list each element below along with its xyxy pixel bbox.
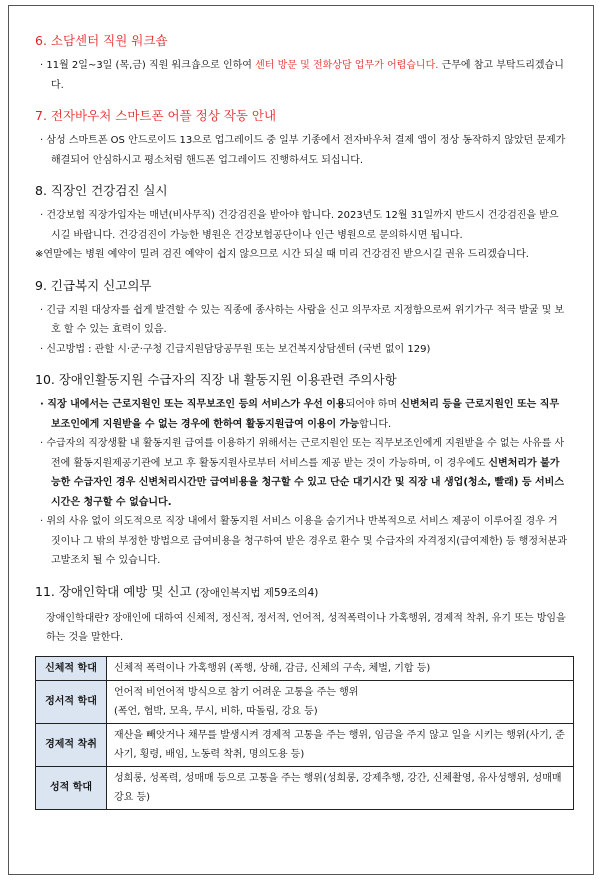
activity-support-rule-1: · 직장 내에서는 근로지원인 또는 직무보조인 등의 서비스가 우선 이용되어야 하며 신변처리 등을 근로지원인 또는 직무보조인에게 지원받을 수 없는 경우에 한하여 활동지원급여 이용이 가능합니다. — [40, 399, 560, 430]
section-title-voucher-app: 7. 전자바우처 스마트폰 어플 정상 작동 안내 — [35, 108, 277, 123]
newsletter-page — [8, 5, 594, 875]
table-row — [36, 766, 574, 809]
section-title-emergency-welfare: 9. 긴급복지 신고의무 — [35, 277, 152, 293]
section-abuse-prevention — [35, 583, 567, 810]
health-check-notice: · 건강보험 직장가입자는 매년(비사무직) 건강검진을 받아야 합니다. 2023년도 12월 31일까지 반드시 건강검진을 받으시길 바랍니다. 건강검진이 가능한 병원은 건강보험공단이나 인근 병원으로 문의하시면 됩니다. — [40, 210, 559, 241]
workshop-notice: · 11월 2일~3일 (목,금) 직원 워크숍으로 인하여 센터 방문 및 전화상담 업무가 어렵습니다. 근무에 참고 부탁드리겠습니다. — [40, 60, 564, 91]
section-emergency-welfare — [35, 277, 567, 360]
abuse-type-desc: 재산을 빼앗거나 채무를 발생시켜 경제적 고통을 주는 행위, 임금을 주지 않고 일을 시키는 행위(사기, 준사기, 횡령, 배임, 노동력 착취, 명의도용 등) — [107, 723, 574, 766]
abuse-type-label: 정서적 학대 — [36, 680, 107, 723]
health-check-note: ※연말에는 병원 예약이 밀려 검진 예약이 쉽지 않으므로 시간 되실 때 미리 건강검진 받으시길 권유 드리겠습니다. — [35, 249, 529, 260]
table-row — [36, 656, 574, 680]
section-title-workshop: 6. 소담센터 직원 워크숍 — [35, 33, 168, 48]
emergency-welfare-method: · 신고방법 : 관할 시·군·구청 긴급지원담당공무원 또는 보건복지상담센터 (국번 없이 129) — [40, 343, 431, 355]
emergency-welfare-duty: · 긴급 지원 대상자를 쉽게 발견할 수 있는 직종에 종사하는 사람을 신고 의무자로 지정함으로써 위기가구 적극 발굴 및 보호 할 수 있는 효력이 있음. — [40, 304, 565, 335]
activity-support-rule-3: · 위의 사유 없이 의도적으로 직장 내에서 활동지원 서비스 이용을 숨기거나 반복적으로 서비스 제공이 이루어질 경우 거짓이나 그 밖의 부정한 방법으로 급여비용을 청구하여 받은 경우로 환수 및 수급자의 자격정지(급여제한) 등 행정처분과 고발조치 될 수 있습니다. — [40, 516, 567, 566]
abuse-type-label: 경제적 착취 — [36, 723, 107, 766]
abuse-types-table — [35, 656, 574, 810]
section-title-health-check: 8. 직장인 건강검진 실시 — [35, 183, 168, 198]
abuse-type-desc: 신체적 폭력이나 가혹행위 (폭행, 상해, 감금, 신체의 구속, 체벌, 기합 등) — [107, 656, 574, 680]
section-health-check — [35, 182, 567, 265]
section-workshop — [35, 32, 567, 95]
abuse-type-label: 성적 학대 — [36, 766, 107, 809]
abuse-type-desc: 성희롱, 성폭력, 성매매 등으로 고통을 주는 행위(성희롱, 강제추행, 강간, 신체촬영, 유사성행위, 성매매 강요 등) — [107, 766, 574, 809]
section-title-abuse-prevention: 11. 장애인학대 예방 및 신고 (장애인복지법 제59조의4) — [35, 583, 319, 599]
abuse-type-label: 신체적 학대 — [36, 656, 107, 680]
abuse-definition: 장애인학대란? 장애인에 대하여 신체적, 정신적, 정서적, 언어적, 성적폭력이나 가혹행위, 경제적 착취, 유기 또는 방임을 하는 것을 말한다. — [46, 612, 566, 643]
workshop-highlight: 센터 방문 및 전화상담 업무가 어렵습니다. — [255, 60, 439, 71]
table-row — [36, 723, 574, 766]
voucher-app-notice: · 삼성 스마트폰 OS 안드로이드 13으로 업그레이드 중 일부 기종에서 전자바우처 결제 앱이 정상 동작하지 않았던 문제가 해결되어 안심하시고 평소처럼 핸드폰 업그레이드 진행하셔도 되십니다. — [40, 135, 566, 166]
abuse-type-desc: 언어적 비언어적 방식으로 참기 어려운 고통을 주는 행위 (폭언, 협박, 모욕, 무시, 비하, 따돌림, 강요 등) — [107, 680, 574, 723]
table-row — [36, 680, 574, 723]
activity-support-rule-2: · 수급자의 직장생활 내 활동지원 급여를 이용하기 위해서는 근로지원인 또는 직무보조인에게 지원받을 수 없는 사유를 사전에 활동지원제공기관에 보고 후 활동지원사로부터 서비스를 제공 받는 것이 가능하며, 이 경우에도 신변처리가 불가능한 수급자인 경우 신변처리시간만 급여비용을 청구할 수 있고 단순 대기시간 및 직장 내 생업(청소, 빨래) 등 서비스 시간은 청구할 수 없습니다. — [40, 438, 565, 508]
section-activity-support — [35, 371, 567, 571]
section-voucher-app — [35, 107, 567, 170]
section-title-activity-support: 10. 장애인활동지원 수급자의 직장 내 활동지원 이용관련 주의사항 — [35, 372, 397, 387]
